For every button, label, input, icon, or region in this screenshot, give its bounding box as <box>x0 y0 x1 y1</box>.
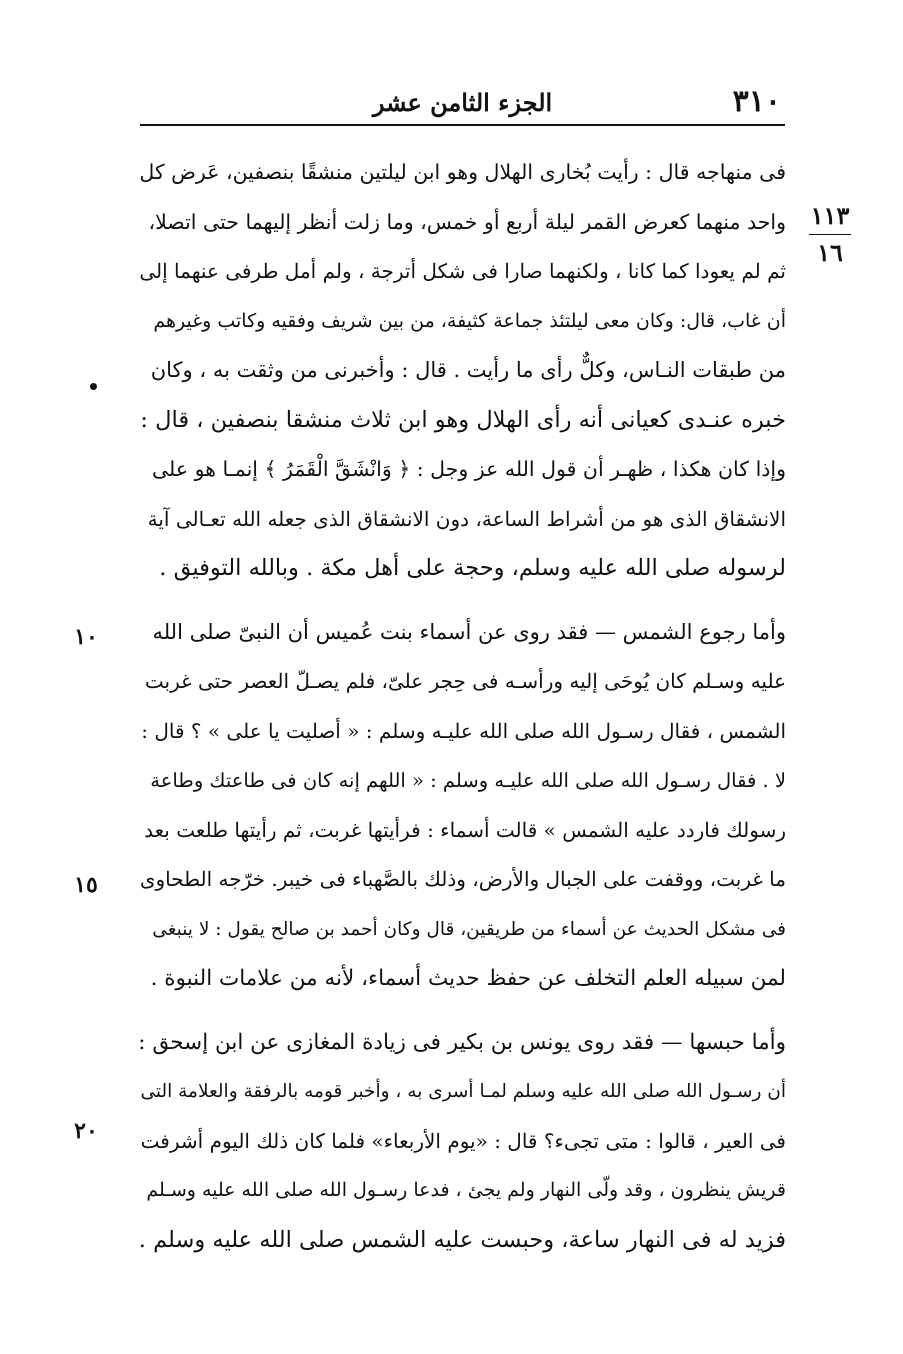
margin-dot-marker <box>90 383 97 390</box>
text-line: فى مشكل الحديث عن أسماء من طريقين، قال وكان أحمد بن صالح يقول : لا ينبغى <box>152 918 786 940</box>
text-line: الانشقاق الذى هو من أشراط الساعة، دون الانشقاق الذى جعله الله تعـالى آية <box>147 506 786 531</box>
text-line: واحد منهما كعرض القمر ليلة أربع أو خمس، وما زلت أنظر إليهما حتى اتصلا، <box>148 209 786 234</box>
text-line: أن غاب، قال: وكان معى ليلتئذ جماعة كثيفة، من بين شريف وفقيه وكاتب وغيرهم <box>153 309 786 332</box>
text-line: خبره عنـدى كعيانى أنه رأى الهلال وهو ابن ثلاث منشقا بنصفين ، قال : <box>140 406 786 433</box>
line-number-15: ١٥ <box>74 872 98 898</box>
line-number-20: ٢٠ <box>74 1118 98 1144</box>
text-line: رسولك فاردد عليه الشمس » قالت أسماء : فرأيتها غربت، ثم رأيتها طلعت بعد <box>144 817 786 842</box>
paragraph-holding-of-sun <box>138 1018 786 1266</box>
text-line: فى منهاجه قال : رأيت بُخارى الهلال وهو ابن ليلتين منشقًا بنصفين، عَرض كل <box>139 160 786 184</box>
text-line: من طبقات النـاس، وكلٌّ رأى ما رأيت . قال : وأخبرنى من وثقت به ، وكان <box>150 358 786 382</box>
text-line: فزيد له فى النهار ساعة، وحبست عليه الشمس صلى الله عليه وسلم . <box>138 1226 786 1253</box>
text-line: ثم لم يعودا كما كانا ، ولكنهما صارا فى شكل أترجة ، ولم أمل طرفى عنهما إلى <box>139 259 786 283</box>
text-line: لرسوله صلى الله عليه وسلم، وحجة على أهل مكة . وبالله التوفيق . <box>159 555 786 581</box>
text-line: وإذا كان هكذا ، ظهـر أن قول الله عز وجل : ﴿ وَانْشَقَّ الْقَمَرُ ﴾ إنمـا هو على <box>151 457 786 481</box>
running-title: الجزء الثامن عشر <box>372 88 553 117</box>
line-number-10: ١٠ <box>74 624 98 650</box>
paragraph-return-of-sun <box>138 608 786 1004</box>
page-number: ٣١٠ <box>732 84 781 119</box>
text-line: لا . فقال رسـول الله صلى الله عليـه وسلم : « اللهم إنه كان فى طاعتك وطاعة <box>150 769 786 792</box>
text-line: الشمس ، فقال رسـول الله صلى الله عليـه وسلم : « أصليت يا على » ؟ قال : <box>141 718 786 743</box>
margin-reference <box>805 198 855 271</box>
text-line: عليه وسـلم كان يُوحَى إليه ورأسـه فى حِجر علىّ، فلم يصـلّ العصر حتى غربت <box>144 669 786 693</box>
text-line: وأما رجوع الشمس — فقد روى عن أسماء بنت عُميس أن النبىّ صلى الله <box>152 619 786 644</box>
margin-ref-top: ١١٣ <box>810 201 850 230</box>
page-header <box>140 80 785 126</box>
text-line: ما غربت، ووقفت على الجبال والأرض، وذلك بالصَّهباء فى خيبر. خرّجه الطحاوى <box>139 867 786 891</box>
paragraph-moon-splitting <box>138 148 786 594</box>
text-line: أن رسـول الله صلى الله عليه وسلم لمـا أسرى به ، وأخبر قومه بالرفقة والعلامة التى <box>140 1081 786 1102</box>
text-line: قريش ينظرون ، وقد ولّى النهار ولم يجئ ، فدعا رسـول الله صلى الله عليه وسـلم <box>146 1179 786 1201</box>
text-line: وأما حبسها — فقد روى يونس بن بكير فى زيادة المغازى عن ابن إسحق : <box>138 1029 786 1055</box>
text-line: لمن سبيله العلم التخلف عن حفظ حديث أسماء، لأنه من علامات النبوة . <box>150 966 786 991</box>
margin-ref-bottom: ١٦ <box>817 238 843 267</box>
body-text <box>138 148 786 1265</box>
text-line: فى العير ، قالوا : متى تجىء؟ قال : «يوم الأربعاء» فلما كان ذلك اليوم أشرفت <box>140 1128 786 1153</box>
